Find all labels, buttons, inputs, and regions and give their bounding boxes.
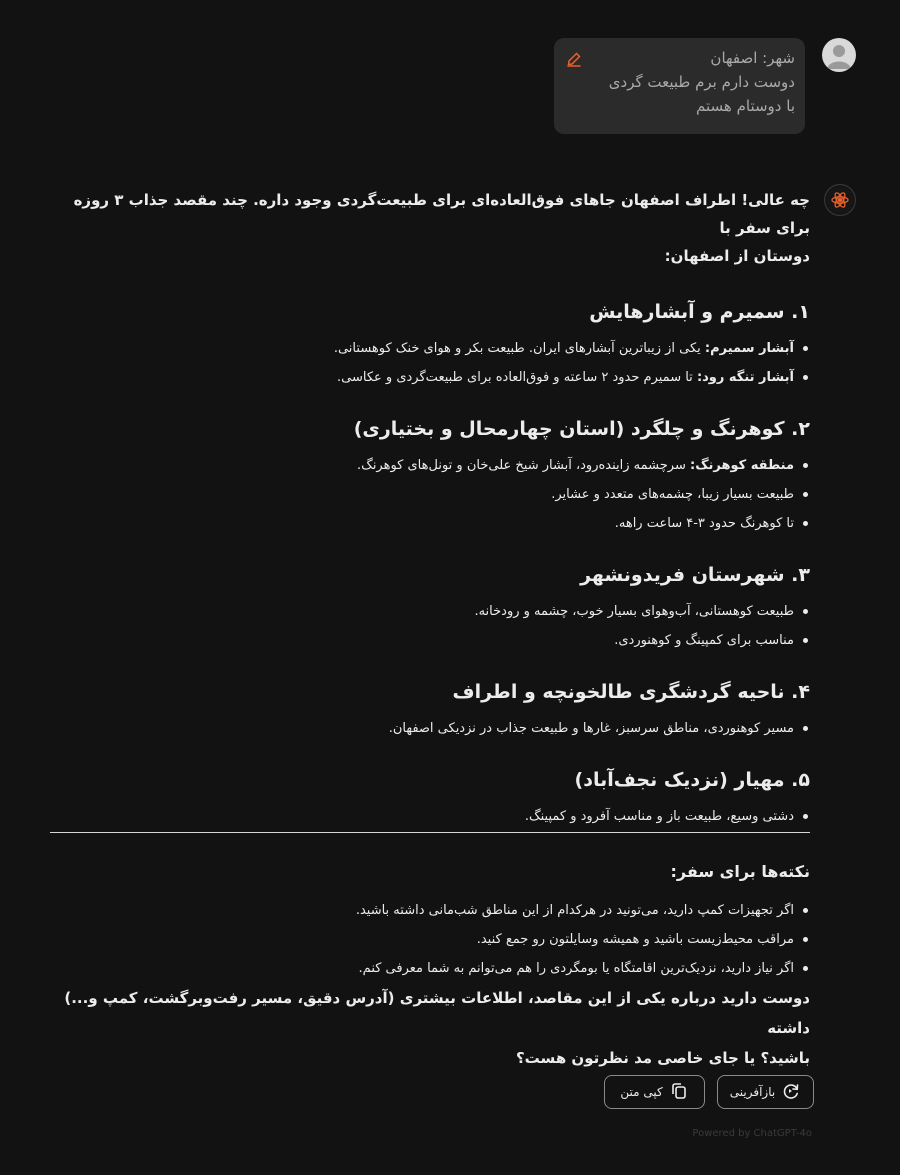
section-title: ۴. ناحیه گردشگری طالخونچه و اطراف [452, 681, 810, 703]
section-list [50, 334, 810, 392]
list-item-text: طبیعت بسیار زیبا، چشمه‌های متعدد و عشایر. [551, 487, 794, 502]
section-list [50, 451, 810, 538]
section-list [50, 802, 810, 831]
list-item [50, 451, 810, 480]
list-item-bold: منطقه کوهرنگ: [690, 458, 794, 473]
list-item [50, 480, 810, 509]
edit-icon[interactable] [566, 50, 582, 66]
section-title: ۳. شهرستان فریدونشهر [580, 564, 810, 586]
user-message-line: با دوستام هستم [696, 97, 795, 115]
user-avatar [822, 38, 856, 72]
copy-icon [669, 1081, 689, 1104]
list-item-text: اگر تجهیزات کمپ دارید، می‌تونید در هرکدام از این مناطق شب‌مانی داشته باشید. [355, 903, 794, 918]
list-item [50, 363, 810, 392]
regenerate-icon [781, 1081, 801, 1104]
powered-by: Powered by ChatGPT-4o [692, 1128, 812, 1139]
list-item-text: دشتی وسیع، طبیعت باز و مناسب آفرود و کمپینگ. [524, 809, 794, 824]
section-list [50, 714, 810, 743]
copy-text-button[interactable] [604, 1075, 705, 1109]
intro-text [50, 186, 810, 270]
copy-label: کپی متن [620, 1085, 663, 1099]
list-item [50, 597, 810, 626]
section-title: ۲. کوهرنگ و چلگرد (استان چهارمحال و بختیاری) [353, 418, 810, 440]
tips-block [50, 858, 810, 1073]
list-item-text: اگر نیاز دارید، نزدیک‌ترین اقامتگاه یا بومگردی را هم می‌توانم به شما معرفی کنم. [358, 961, 794, 976]
list-item-text: مناسب برای کمپینگ و کوهنوردی. [614, 633, 794, 648]
list-item [50, 925, 810, 954]
list-item-bold: آبشار سمیرم: [704, 341, 794, 356]
intro-line: چه عالی! اطراف اصفهان جاهای فوق‌العاده‌ای برای طبیعت‌گردی وجود داره. چند مقصد جذاب ۳ روزه برای سفر با [73, 191, 810, 237]
regenerate-button[interactable] [717, 1075, 814, 1109]
divider [50, 832, 810, 833]
assistant-logo-icon [824, 184, 856, 216]
list-item [50, 509, 810, 538]
intro-line: دوستان از اصفهان: [664, 247, 810, 265]
list-item-text: تا کوهرنگ حدود ۳-۴ ساعت راهه. [614, 516, 794, 531]
list-item-text: مراقب محیط‌زیست باشید و همیشه وسایلتون رو جمع کنید. [476, 932, 794, 947]
list-item [50, 714, 810, 743]
outro-text [50, 983, 810, 1073]
outro-line: دوست دارید درباره یکی از این مقاصد، اطلاعات بیشتری (آدرس دقیق، مسیر رفت‌وبرگشت، کمپ و...) داشته [64, 989, 810, 1037]
list-item-bold: آبشار تنگه رود: [696, 370, 794, 385]
list-item [50, 896, 810, 925]
user-message-line: شهر: اصفهان [710, 49, 795, 67]
section-title: ۵. مهیار (نزدیک نجف‌آباد) [574, 769, 810, 791]
list-item-text: سرچشمه زاینده‌رود، آبشار شیخ علی‌خان و تونل‌های کوهرنگ. [357, 458, 690, 473]
user-message-line: دوست دارم برم طبیعت گردی [608, 73, 795, 91]
outro-line: باشید؟ یا جای خاصی مد نظرتون هست؟ [515, 1049, 810, 1067]
tips-list [50, 896, 810, 983]
regenerate-label: بازآفرینی [729, 1085, 776, 1099]
list-item-text: مسیر کوهنوردی، مناطق سرسبز، غارها و طبیعت جذاب در نزدیکی اصفهان. [388, 721, 794, 736]
user-message-bubble [554, 38, 805, 134]
list-item [50, 334, 810, 363]
section-list [50, 597, 810, 655]
assistant-message [50, 186, 810, 831]
tips-title: نکته‌ها برای سفر: [670, 862, 810, 881]
list-item [50, 954, 810, 983]
list-item-text: یکی از زیباترین آبشارهای ایران. طبیعت بکر و هوای خنک کوهستانی. [333, 341, 705, 356]
list-item-text: طبیعت کوهستانی، آب‌وهوای بسیار خوب، چشمه و رودخانه. [474, 604, 794, 619]
list-item-text: تا سمیرم حدود ۲ ساعته و فوق‌العاده برای طبیعت‌گردی و عکاسی. [337, 370, 697, 385]
list-item [50, 626, 810, 655]
section-title: ۱. سمیرم و آبشارهایش [589, 301, 810, 323]
list-item [50, 802, 810, 831]
